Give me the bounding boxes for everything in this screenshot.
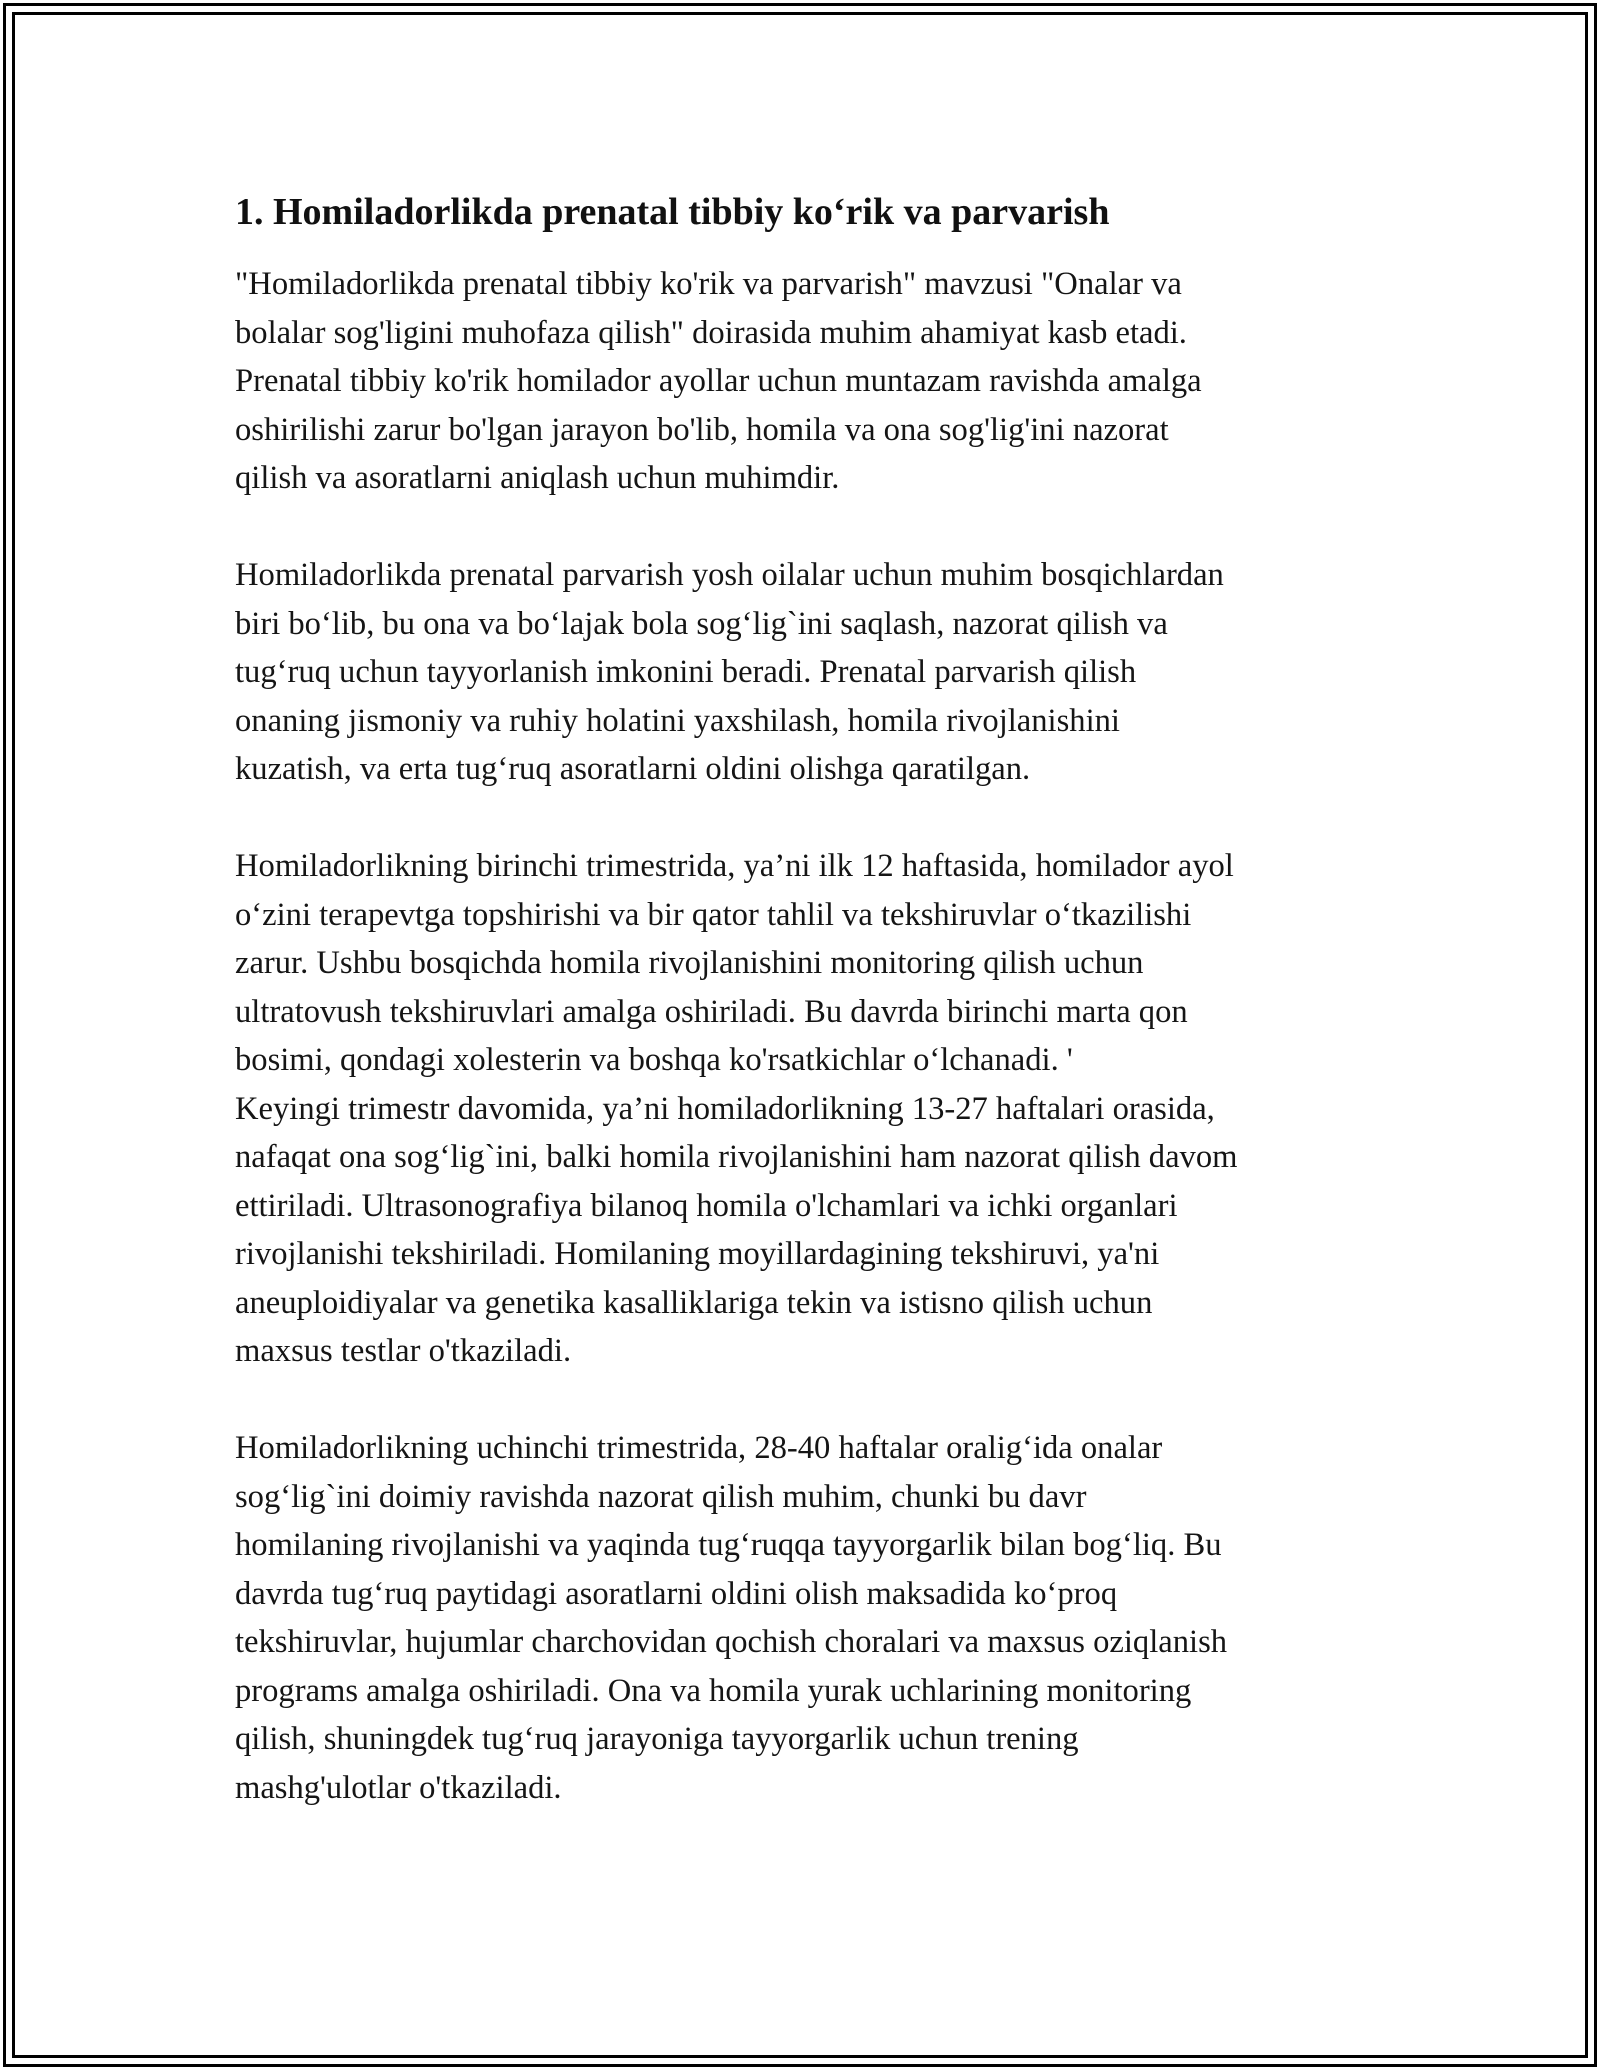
paragraph-first-second-trimester: Homiladorlikning birinchi trimestrida, ya’ni ilk 12 haftasida, homilador ayol o‘zini terapevtga topshirishi va bir qator tahlil va tekshiruvlar o‘tkazilishi zarur. Ushbu bosqichda homila rivojlanishini monitoring qilish uchun ultratovush tekshiruvlari amalga oshiriladi. Bu davrda birinchi marta qon bosimi, qondagi xolesterin va boshqa ko'rsatkichlar o‘lchanadi. ' Keyingi trimestr davomida, ya’ni homiladorlikning 13-27 haftalari orasida, nafaqat ona sog‘lig`ini, balki homila rivojlanishini ham nazorat qilish davom ettiriladi. Ultrasonografiya bilanoq homila o'lchamlari va ichki organlari rivojlanishi tekshiriladi. Homilaning moyillardagining tekshiruvi, ya'ni aneuploidiyalar va genetika kasalliklariga tekin va istisno qilish uchun maxsus testlar o'tkaziladi. — [235, 848, 1238, 1369]
section-heading: 1. Homiladorlikda prenatal tibbiy ko‘rik va parvarish — [235, 191, 1110, 233]
paragraph-intro: "Homiladorlikda prenatal tibbiy ko'rik va parvarish" mavzusi "Onalar va bolalar sog'ligini muhofaza qilish" doirasida muhim ahamiyat kasb etadi. Prenatal tibbiy ko'rik homilador ayollar uchun muntazam ravishda amalga oshirilishi zarur bo'lgan jarayon bo'lib, homila va ona sog'lig'ini nazorat qilish va asoratlarni aniqlash uchun muhimdir. — [235, 266, 1202, 496]
paragraph-third-trimester: Homiladorlikning uchinchi trimestrida, 28-40 haftalar oralig‘ida onalar sog‘lig`ini doimiy ravishda nazorat qilish muhim, chunki bu davr homilaning rivojlanishi va yaqinda tug‘ruqqa tayyorgarlik bilan bog‘liq. Bu davrda tug‘ruq paytidagi asoratlarni oldini olish maksadida ko‘proq tekshiruvlar, hujumlar charchovidan qochish choralari va maxsus oziqlanish programs amalga oshiriladi. Ona va homila yurak uchlarining monitoring qilish, shuningdek tug‘ruq jarayoniga tayyorgarlik uchun trening mashg'ulotlar o'tkaziladi. — [235, 1430, 1228, 1806]
paragraph-prenatal-care: Homiladorlikda prenatal parvarish yosh oilalar uchun muhim bosqichlardan biri bo‘lib, bu ona va bo‘lajak bola sog‘lig`ini saqlash, nazorat qilish va tug‘ruq uchun tayyorlanish imkonini beradi. Prenatal parvarish qilish onaning jismoniy va ruhiy holatini yaxshilash, homila rivojlanishini kuzatish, va erta tug‘ruq asoratlarni oldini olishga qaratilgan. — [235, 557, 1224, 787]
document-body — [235, 186, 1365, 1812]
